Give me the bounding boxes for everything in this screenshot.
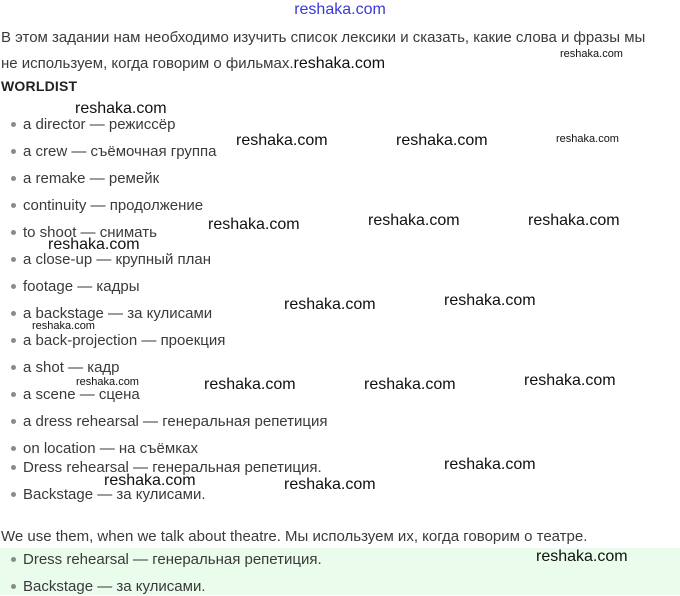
bullet-icon <box>11 392 16 397</box>
list-item: Backstage — за кулисами. <box>11 486 206 504</box>
intro-watermark: reshaka.com <box>293 55 386 72</box>
watermark: reshaka.com <box>368 212 460 229</box>
bullet-icon <box>11 338 16 343</box>
watermark: reshaka.com <box>364 376 456 393</box>
list-item: a crew — съёмочная группа <box>11 143 217 161</box>
watermark: reshaka.com <box>204 376 296 393</box>
watermark: reshaka.com <box>556 133 619 145</box>
theatre-item: Backstage — за кулисами. <box>11 578 206 596</box>
watermark: reshaka.com <box>104 472 196 489</box>
header-watermark: reshaka.com <box>294 1 386 18</box>
watermark: reshaka.com <box>524 372 616 389</box>
watermark: reshaka.com <box>528 212 620 229</box>
list-item: a shot — кадр <box>11 359 120 377</box>
list-item: a scene — сцена <box>11 386 140 404</box>
watermark: reshaka.com <box>75 100 167 117</box>
bullet-icon <box>11 492 16 497</box>
bullet-icon <box>11 257 16 262</box>
bullet-icon <box>11 149 16 154</box>
list-item: a director — режиссёр <box>11 116 175 134</box>
bullet-icon <box>11 465 16 470</box>
watermark: reshaka.com <box>284 296 376 313</box>
watermark: reshaka.com <box>444 292 536 309</box>
bullet-icon <box>11 203 16 208</box>
wordlist-title: WORLDIST <box>1 78 78 94</box>
watermark: reshaka.com <box>396 132 488 149</box>
bullet-icon <box>11 557 16 562</box>
theatre-paragraph: We use them, when we talk about theatre. Мы используем их, когда говорим о театре. <box>1 528 588 545</box>
watermark: reshaka.com <box>560 48 623 60</box>
bullet-icon <box>11 584 16 589</box>
watermark: reshaka.com <box>32 320 95 332</box>
bullet-icon <box>11 284 16 289</box>
bullet-icon <box>11 230 16 235</box>
list-item: on location — на съёмках <box>11 440 198 458</box>
watermark: reshaka.com <box>236 132 328 149</box>
watermark: reshaka.com <box>76 376 139 388</box>
watermark: reshaka.com <box>208 216 300 233</box>
watermark: reshaka.com <box>284 476 376 493</box>
bullet-icon <box>11 419 16 424</box>
bullet-icon <box>11 365 16 370</box>
list-item: footage — кадры <box>11 278 140 296</box>
bullet-icon <box>11 176 16 181</box>
list-item: continuity — продолжение <box>11 197 203 215</box>
watermark: reshaka.com <box>48 236 140 253</box>
list-item: to shoot — снимать <box>11 224 157 242</box>
list-item: a close-up — крупный план <box>11 251 211 269</box>
intro-text: В этом задании нам необходимо изучить список лексики и сказать, какие слова и фразы мы не используем, когда говорим о фильмах. <box>1 29 646 72</box>
list-item: a dress rehearsal — генеральная репетиция <box>11 413 328 431</box>
bullet-icon <box>11 122 16 127</box>
watermark: reshaka.com <box>444 456 536 473</box>
list-item: Dress rehearsal — генеральная репетиция. <box>11 459 322 477</box>
bullet-icon <box>11 446 16 451</box>
watermark: reshaka.com <box>536 548 628 565</box>
list-item: a back-projection — проекция <box>11 332 225 350</box>
list-item: a remake — ремейк <box>11 170 159 188</box>
bullet-icon <box>11 311 16 316</box>
list-item: a backstage — за кулисами <box>11 305 212 323</box>
theatre-item: Dress rehearsal — генеральная репетиция. <box>11 551 322 569</box>
